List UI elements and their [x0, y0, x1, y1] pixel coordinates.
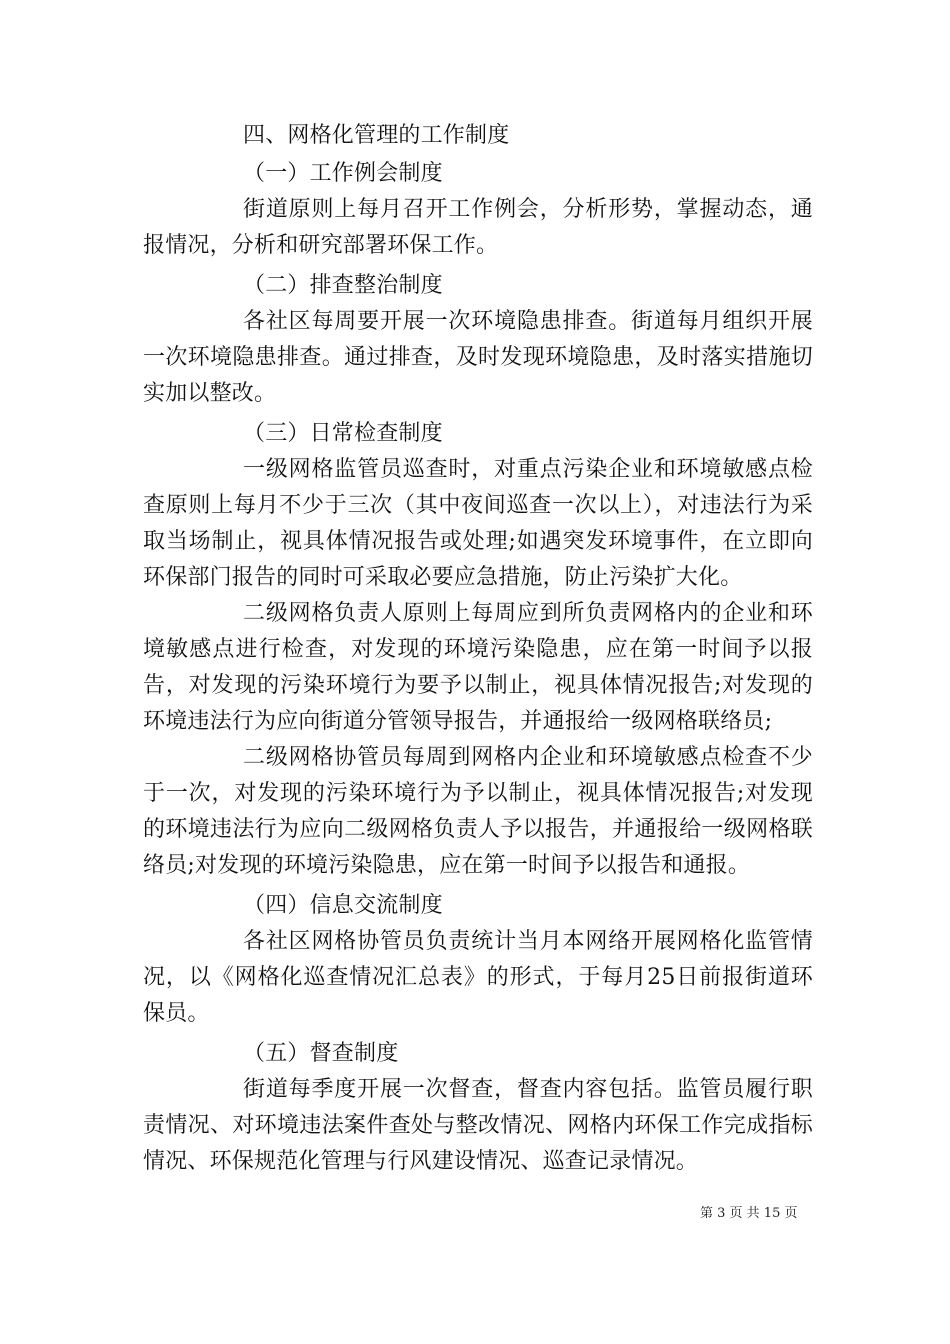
- subsection-title-4: （四）信息交流制度: [243, 893, 443, 918]
- paragraph-2-1: 各社区每周要开展一次环境隐患排查。街道每月组织开展一次环境隐患排查。通过排查，及时发现环境隐患，及时落实措施切实加以整改。: [143, 309, 813, 406]
- paragraph-3-3: 二级网格协管员每周到网格内企业和环境敏感点检查不少于一次，对发现的污染环境行为予以制止，视具体情况报告;对发现的环境违法行为应向二级网格负责人予以报告，并通报给一级网格联络员;对发现的环境污染隐患，应在第一时间予以报告和通报。: [143, 745, 813, 878]
- paragraph-1-1: 街道原则上每月召开工作例会，分析形势，掌握动态，通报情况，分析和研究部署环保工作。: [143, 197, 813, 258]
- document-body: [143, 118, 813, 1180]
- paragraph-4-1: 各社区网格协管员负责统计当月本网络开展网格化监管情况，以《网格化巡查情况汇总表》的形式，于每月25日前报街道环保员。: [143, 929, 813, 1026]
- subsection-title-5: （五）督查制度: [243, 1041, 399, 1066]
- paragraph-3-1: 一级网格监管员巡查时，对重点污染企业和环境敏感点检查原则上每月不少于三次（其中夜间巡查一次以上），对违法行为采取当场制止，视具体情况报告或处理;如遇突发环境事件，在立即向环保部门报告的同时可采取必要应急措施，防止污染扩大化。: [143, 457, 813, 590]
- paragraph-5-1: 街道每季度开展一次督查，督查内容包括。监管员履行职责情况、对环境违法案件查处与整改情况、网格内环保工作完成指标情况、环保规范化管理与行风建设情况、巡查记录情况。: [143, 1077, 813, 1174]
- subsection-title-1: （一）工作例会制度: [243, 161, 443, 186]
- section-heading: 四、网格化管理的工作制度: [243, 123, 510, 148]
- paragraph-3-2: 二级网格负责人原则上每周应到所负责网格内的企业和环境敏感点进行检查，对发现的环境污染隐患，应在第一时间予以报告，对发现的污染环境行为要予以制止，视具体情况报告;对发现的环境违法行为应向街道分管领导报告，并通报给一级网格联络员;: [143, 601, 813, 734]
- subsection-title-3: （三）日常检查制度: [243, 421, 443, 446]
- page-number-footer: 第 3 页 共 15 页: [700, 1206, 798, 1221]
- subsection-title-2: （二）排查整治制度: [243, 273, 443, 298]
